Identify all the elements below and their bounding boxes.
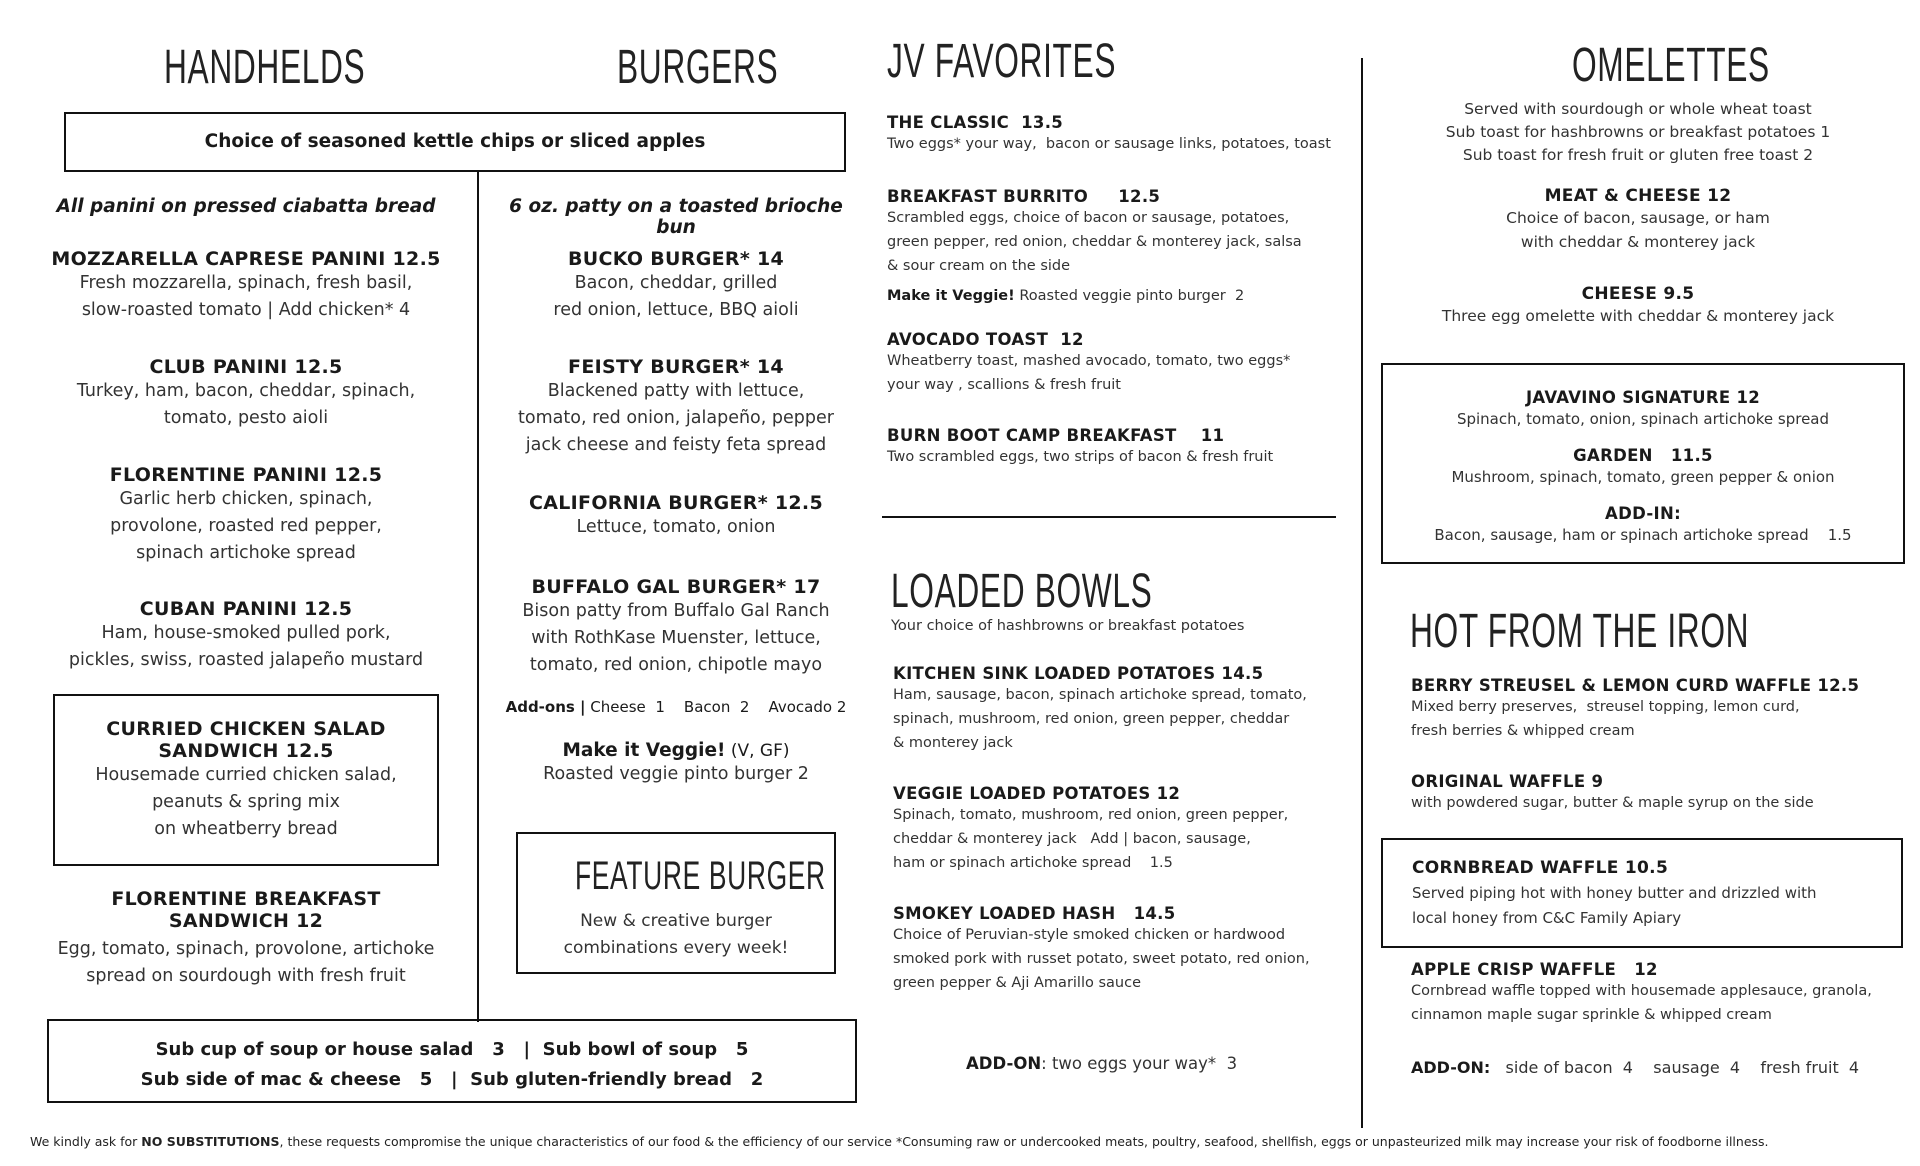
burgers-column bbox=[492, 196, 860, 788]
bowls-list bbox=[893, 664, 1363, 995]
menu-item-buffalo-gal bbox=[492, 576, 860, 698]
item-desc: Ham, sausage, bacon, spinach artichoke spread, tomato, bbox=[893, 687, 1307, 703]
feature-desc: New & creative burger bbox=[580, 911, 772, 931]
sub-line-1: Sub cup of soup or house salad 3 | Sub bowl of soup 5 bbox=[155, 1039, 749, 1060]
item-desc: Housemade curried chicken salad, bbox=[95, 765, 397, 785]
item-desc: tomato, red onion, jalapeño, pepper bbox=[518, 408, 834, 428]
item-desc: cheddar & monterey jack Add | bacon, sausage, bbox=[893, 831, 1251, 847]
veggie-text: Roasted veggie pinto burger 2 bbox=[1014, 288, 1245, 304]
signature-omelettes-box bbox=[1381, 363, 1905, 564]
addon-label: ADD-ON: bbox=[1411, 1058, 1491, 1077]
item-desc: Bacon, cheddar, grilled bbox=[574, 273, 778, 293]
item-title: CLUB PANINI 12.5 bbox=[149, 356, 343, 378]
item-desc: Garlic herb chicken, spinach, bbox=[119, 489, 373, 509]
item-desc: Wheatberry toast, mashed avocado, tomato, two eggs* bbox=[887, 353, 1291, 369]
item-title: BERRY STREUSEL & LEMON CURD WAFFLE 12.5 bbox=[1411, 676, 1860, 695]
item-title: CALIFORNIA BURGER* 12.5 bbox=[529, 492, 823, 514]
item-desc: Cornbread waffle topped with housemade applesauce, granola, bbox=[1411, 983, 1872, 999]
item-desc: ham or spinach artichoke spread 1.5 bbox=[893, 855, 1173, 871]
item-desc: Bison patty from Buffalo Gal Ranch bbox=[522, 601, 830, 621]
item-desc: jack cheese and feisty feta spread bbox=[525, 435, 827, 455]
menu-item-florentine-breakfast bbox=[44, 888, 448, 990]
menu-item-apple-crisp bbox=[1411, 960, 1911, 1027]
bowls-note: Your choice of hashbrowns or breakfast potatoes bbox=[891, 618, 1245, 634]
item-title: BUCKO BURGER* 14 bbox=[567, 248, 785, 270]
handhelds-heading: HANDHELDS bbox=[164, 41, 366, 94]
item-title: FLORENTINE PANINI 12.5 bbox=[109, 464, 383, 486]
menu-item-breakfast-burrito bbox=[887, 187, 1367, 284]
menu-item-kitchen-sink bbox=[893, 664, 1363, 784]
item-desc: Lettuce, tomato, onion bbox=[576, 517, 776, 537]
item-desc: your way , scallions & fresh fruit bbox=[887, 377, 1121, 393]
item-desc: Served piping hot with honey butter and drizzled with bbox=[1412, 884, 1817, 902]
omelettes-heading: OMELETTES bbox=[1572, 39, 1770, 92]
menu-item-cheese bbox=[1388, 284, 1888, 328]
menu-item-smokey-hash bbox=[893, 904, 1363, 995]
bowls-addon bbox=[966, 1054, 1237, 1073]
item-desc: with powdered sugar, butter & maple syrup on the side bbox=[1411, 795, 1814, 811]
menu-item-feisty bbox=[492, 356, 860, 492]
iron-list bbox=[1411, 676, 1901, 815]
item-title: ORIGINAL WAFFLE 9 bbox=[1411, 772, 1604, 791]
toast-line: Sub toast for hashbrowns or breakfast potatoes 1 bbox=[1445, 123, 1831, 141]
item-desc: peanuts & spring mix bbox=[152, 792, 340, 812]
item-desc: Spinach, tomato, mushroom, red onion, green pepper, bbox=[893, 807, 1289, 823]
item-desc: Mushroom, spinach, tomato, green pepper & onion bbox=[1451, 468, 1835, 486]
veggie-title: Make it Veggie! bbox=[562, 740, 726, 761]
menu-item-caprese bbox=[44, 248, 448, 356]
item-desc: Three egg omelette with cheddar & monterey jack bbox=[1441, 307, 1835, 325]
chips-banner-text: Choice of seasoned kettle chips or sliced apples bbox=[204, 131, 706, 152]
omelettes-list bbox=[1388, 186, 1888, 328]
item-desc: Fresh mozzarella, spinach, fresh basil, bbox=[79, 273, 413, 293]
item-desc: Choice of bacon, sausage, or ham bbox=[1506, 209, 1770, 227]
item-title: BUFFALO GAL BURGER* 17 bbox=[531, 576, 821, 598]
item-desc: Spinach, tomato, onion, spinach artichoke spread bbox=[1456, 410, 1830, 428]
item-title: SANDWICH 12 bbox=[168, 910, 324, 932]
veggie-label: Make it Veggie! bbox=[887, 288, 1015, 304]
item-title: AVOCADO TOAST 12 bbox=[887, 330, 1084, 349]
item-title: FLORENTINE BREAKFAST bbox=[111, 888, 381, 910]
panini-note: All panini on pressed ciabatta bread bbox=[56, 196, 436, 217]
item-title: VEGGIE LOADED POTATOES 12 bbox=[893, 784, 1181, 803]
menu-item-meat-cheese bbox=[1388, 186, 1888, 284]
jv-favorites-list bbox=[887, 113, 1367, 469]
item-desc: green pepper & Aji Amarillo sauce bbox=[893, 975, 1141, 991]
loaded-bowls-heading: LOADED BOWLS bbox=[891, 565, 1153, 618]
item-title: SANDWICH 12.5 bbox=[158, 740, 334, 762]
right-column-divider bbox=[1361, 58, 1363, 1128]
burgers-heading: BURGERS bbox=[617, 41, 779, 94]
item-desc: Choice of Peruvian-style smoked chicken or hardwood bbox=[893, 927, 1286, 943]
toast-line: Sub toast for fresh fruit or gluten free toast 2 bbox=[1462, 146, 1814, 164]
item-title: JAVAVINO SIGNATURE 12 bbox=[1525, 388, 1761, 407]
item-desc: fresh berries & whipped cream bbox=[1411, 723, 1635, 739]
feature-burger-box bbox=[516, 832, 836, 974]
menu-item-cuban bbox=[44, 598, 448, 674]
item-desc: & sour cream on the side bbox=[887, 258, 1071, 274]
jv-favorites-heading: JV FAVORITES bbox=[887, 35, 1117, 88]
omelettes-intro bbox=[1388, 98, 1888, 167]
item-desc: tomato, red onion, chipotle mayo bbox=[529, 655, 823, 675]
item-title: FEISTY BURGER* 14 bbox=[568, 356, 784, 378]
menu-item-berry-streusel bbox=[1411, 676, 1901, 772]
feature-desc: combinations every week! bbox=[563, 938, 789, 958]
item-desc: Two eggs* your way, bacon or sausage links, potatoes, toast bbox=[887, 136, 1331, 152]
curried-chicken-box bbox=[53, 694, 439, 866]
menu-item-the-classic bbox=[887, 113, 1367, 187]
addons-label: Add-ons | bbox=[505, 698, 586, 716]
jv-bowls-divider bbox=[882, 516, 1336, 518]
item-desc: with cheddar & monterey jack bbox=[1520, 233, 1756, 251]
item-title: CUBAN PANINI 12.5 bbox=[139, 598, 353, 620]
menu-item-burn-boot-camp bbox=[887, 426, 1367, 469]
menu-item-california bbox=[492, 492, 860, 576]
item-desc: with RothKase Muenster, lettuce, bbox=[531, 628, 821, 648]
item-desc: Blackened patty with lettuce, bbox=[547, 381, 805, 401]
item-desc: Bacon, sausage, ham or spinach artichoke spread 1.5 bbox=[1434, 526, 1852, 544]
footer-post: , these requests compromise the unique characteristics of our food & the efficiency of our service *Consuming raw or undercooked meats, poultry, seafood, shellfish, eggs or unpasteurized milk may increase your risk of foodborne illness. bbox=[279, 1134, 1769, 1149]
item-title: SMOKEY LOADED HASH 14.5 bbox=[893, 904, 1176, 923]
item-desc: spinach artichoke spread bbox=[136, 543, 356, 563]
item-title: THE CLASSIC 13.5 bbox=[887, 113, 1064, 132]
chips-banner bbox=[64, 112, 846, 172]
item-desc: & monterey jack bbox=[893, 735, 1013, 751]
sub-line-2: Sub side of mac & cheese 5 | Sub gluten-friendly bread 2 bbox=[140, 1069, 764, 1090]
item-title: KITCHEN SINK LOADED POTATOES 14.5 bbox=[893, 664, 1264, 683]
item-title: MEAT & CHEESE 12 bbox=[1544, 186, 1732, 206]
cornbread-waffle-box bbox=[1381, 838, 1903, 948]
item-title: CHEESE 9.5 bbox=[1581, 284, 1695, 304]
item-title: GARDEN 11.5 bbox=[1573, 446, 1713, 465]
toast-line: Served with sourdough or whole wheat toast bbox=[1464, 100, 1812, 118]
veggie-tag: (V, GF) bbox=[725, 741, 790, 761]
addon-text: side of bacon 4 sausage 4 fresh fruit 4 bbox=[1490, 1058, 1860, 1077]
item-desc: tomato, pesto aioli bbox=[163, 408, 329, 428]
item-desc: smoked pork with russet potato, sweet potato, red onion, bbox=[893, 951, 1310, 967]
item-desc: local honey from C&C Family Apiary bbox=[1412, 909, 1682, 927]
handhelds-burgers-divider bbox=[477, 172, 479, 1022]
item-desc: pickles, swiss, roasted jalapeño mustard bbox=[68, 650, 424, 670]
item-desc: on wheatberry bread bbox=[154, 819, 338, 839]
item-desc: Turkey, ham, bacon, cheddar, spinach, bbox=[76, 381, 416, 401]
item-desc: provolone, roasted red pepper, bbox=[110, 516, 382, 536]
burger-addons bbox=[492, 698, 860, 740]
addons-list: Cheese 1 Bacon 2 Avocado 2 bbox=[590, 698, 847, 716]
menu-item-florentine bbox=[44, 464, 448, 598]
footer-bold: NO SUBSTITUTIONS bbox=[141, 1134, 280, 1149]
menu-item-bucko bbox=[492, 248, 860, 356]
item-desc: green pepper, red onion, cheddar & monterey jack, salsa bbox=[887, 234, 1302, 250]
item-desc: cinnamon maple sugar sprinkle & whipped cream bbox=[1411, 1007, 1772, 1023]
item-title: CORNBREAD WAFFLE 10.5 bbox=[1412, 858, 1669, 878]
feature-burger-title: FEATURE BURGER bbox=[575, 854, 826, 898]
menu-item-original-waffle bbox=[1411, 772, 1901, 815]
addon-text: : two eggs your way* 3 bbox=[1041, 1054, 1238, 1073]
footer-disclaimer bbox=[30, 1134, 1910, 1149]
menu-item-avocado-toast bbox=[887, 330, 1367, 426]
menu-item-veggie-loaded bbox=[893, 784, 1363, 904]
item-desc: Scrambled eggs, choice of bacon or sausage, potatoes, bbox=[887, 210, 1290, 226]
addon-label: ADD-ON bbox=[966, 1054, 1042, 1073]
handhelds-column bbox=[44, 196, 448, 674]
item-title: BREAKFAST BURRITO 12.5 bbox=[887, 187, 1161, 206]
item-desc: slow-roasted tomato | Add chicken* 4 bbox=[81, 300, 411, 320]
bun-note: 6 oz. patty on a toasted brioche bun bbox=[509, 196, 843, 238]
item-desc: spinach, mushroom, red onion, green pepper, cheddar bbox=[893, 711, 1290, 727]
menu-item-club bbox=[44, 356, 448, 464]
footer-pre: We kindly ask for bbox=[30, 1134, 142, 1149]
item-desc: red onion, lettuce, BBQ aioli bbox=[553, 300, 799, 320]
make-it-veggie bbox=[492, 740, 860, 761]
veggie-line: Roasted veggie pinto burger 2 bbox=[543, 764, 809, 784]
item-desc: Egg, tomato, spinach, provolone, artichoke bbox=[57, 939, 435, 959]
item-title: BURN BOOT CAMP BREAKFAST 11 bbox=[887, 426, 1225, 445]
item-desc: Two scrambled eggs, two strips of bacon & fresh fruit bbox=[887, 449, 1274, 465]
item-title: ADD-IN: bbox=[1605, 504, 1681, 523]
item-desc: spread on sourdough with fresh fruit bbox=[86, 966, 406, 986]
jv-make-it-veggie bbox=[887, 284, 1367, 330]
iron-addon bbox=[1411, 1058, 1859, 1077]
sub-options-banner bbox=[47, 1019, 857, 1103]
hot-from-the-iron-heading: HOT FROM THE IRON bbox=[1410, 605, 1750, 658]
item-title: APPLE CRISP WAFFLE 12 bbox=[1411, 960, 1658, 979]
item-desc: Ham, house-smoked pulled pork, bbox=[101, 623, 391, 643]
item-desc: Mixed berry preserves, streusel topping, lemon curd, bbox=[1411, 699, 1800, 715]
item-title: CURRIED CHICKEN SALAD bbox=[106, 718, 386, 740]
item-title: MOZZARELLA CAPRESE PANINI 12.5 bbox=[51, 248, 441, 270]
